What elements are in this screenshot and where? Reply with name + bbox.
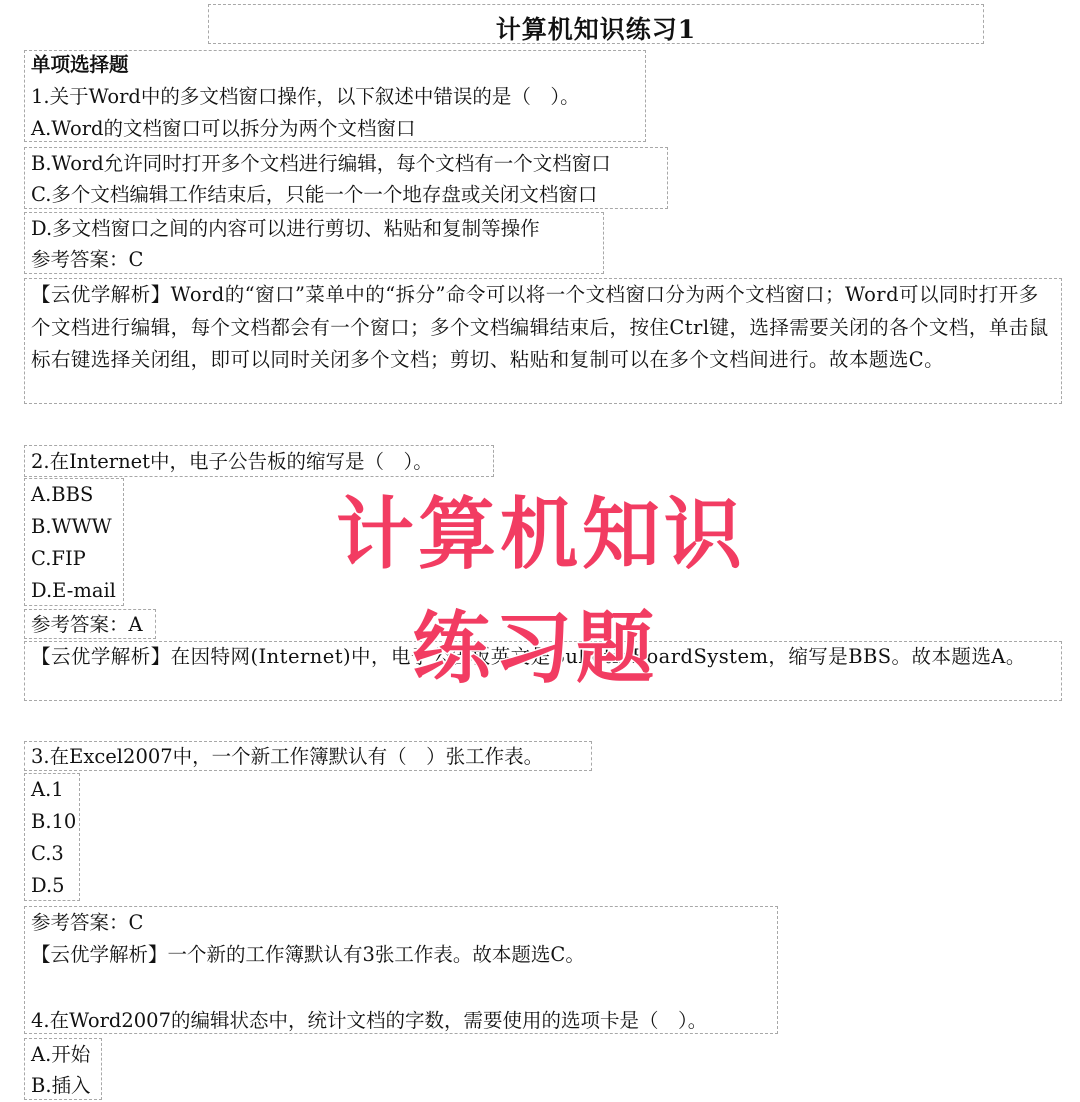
q3-answer-q4-box: [24, 906, 778, 1034]
q3-option-a: A.1: [31, 778, 64, 801]
q2-analysis: 【云优学解析】在因特网(Internet)中，电子公告板英文是BulletinBoardSystem，缩写是BBS。故本题选A。: [31, 645, 1026, 668]
q3-question-box: [24, 741, 592, 771]
q3-options-box: [24, 773, 80, 901]
q4-options-box: [24, 1038, 102, 1100]
q3-option-d: D.5: [31, 874, 65, 897]
q3-question: 3.在Excel2007中，一个新工作簿默认有（ ）张工作表。: [31, 745, 544, 768]
q2-option-c: C.FIP: [31, 547, 86, 570]
section-heading: 单项选择题: [31, 53, 129, 76]
q1-question: 1.关于Word中的多文档窗口操作，以下叙述中错误的是（ ）。: [31, 85, 580, 108]
page-title: 计算机知识练习1: [495, 15, 697, 44]
q2-option-a: A.BBS: [31, 483, 94, 506]
q3-answer: 参考答案：C: [31, 911, 144, 934]
q1-analysis: 【云优学解析】Word的“窗口”菜单中的“拆分”命令可以将一个文档窗口分为两个文档窗口；Word可以同时打开多个文档进行编辑，每个文档都会有一个窗口；多个文档编辑结束后，按住Ctrl键，选择需要关闭的各个文档，单击鼠标右键选择关闭组，即可以同时关闭多个文档；剪切、粘贴和复制可以在多个文档间进行。故本题选C。: [31, 283, 1049, 371]
q1-option-b: B.Word允许同时打开多个文档进行编辑，每个文档有一个文档窗口: [31, 152, 611, 175]
title-box: [208, 4, 984, 44]
q1-question-box: [24, 50, 646, 142]
q2-options-box: [24, 478, 124, 606]
q4-option-a: A.开始: [31, 1043, 91, 1066]
q1-options-box: [24, 147, 668, 209]
q1-option-a: A.Word的文档窗口可以拆分为两个文档窗口: [31, 117, 416, 140]
q2-answer-box: [24, 609, 156, 639]
q4-option-b: B.插入: [31, 1074, 91, 1097]
q3-analysis: 【云优学解析】一个新的工作簿默认有3张工作表。故本题选C。: [31, 943, 585, 966]
q2-option-b: B.WWW: [31, 515, 112, 538]
q3-option-b: B.10: [31, 810, 77, 833]
overlay-headline-line1: 计算机知识: [336, 490, 747, 580]
overlay-headline-line2: 练习题: [412, 604, 659, 694]
q4-question: 4.在Word2007的编辑状态中，统计文档的字数，需要使用的选项卡是（ ）。: [31, 1009, 708, 1032]
q1-option-d: D.多文档窗口之间的内容可以进行剪切、粘贴和复制等操作: [31, 217, 540, 240]
q2-answer: 参考答案：A: [31, 613, 143, 636]
q2-question: 2.在Internet中，电子公告板的缩写是（ ）。: [31, 450, 433, 473]
q1-option-c: C.多个文档编辑工作结束后，只能一个一个地存盘或关闭文档窗口: [31, 183, 598, 206]
q1-analysis-box: [24, 278, 1062, 404]
q2-option-d: D.E-mail: [31, 579, 116, 602]
q3-option-c: C.3: [31, 842, 64, 865]
q1-answer-box: [24, 212, 604, 274]
q1-answer: 参考答案：C: [31, 248, 144, 271]
